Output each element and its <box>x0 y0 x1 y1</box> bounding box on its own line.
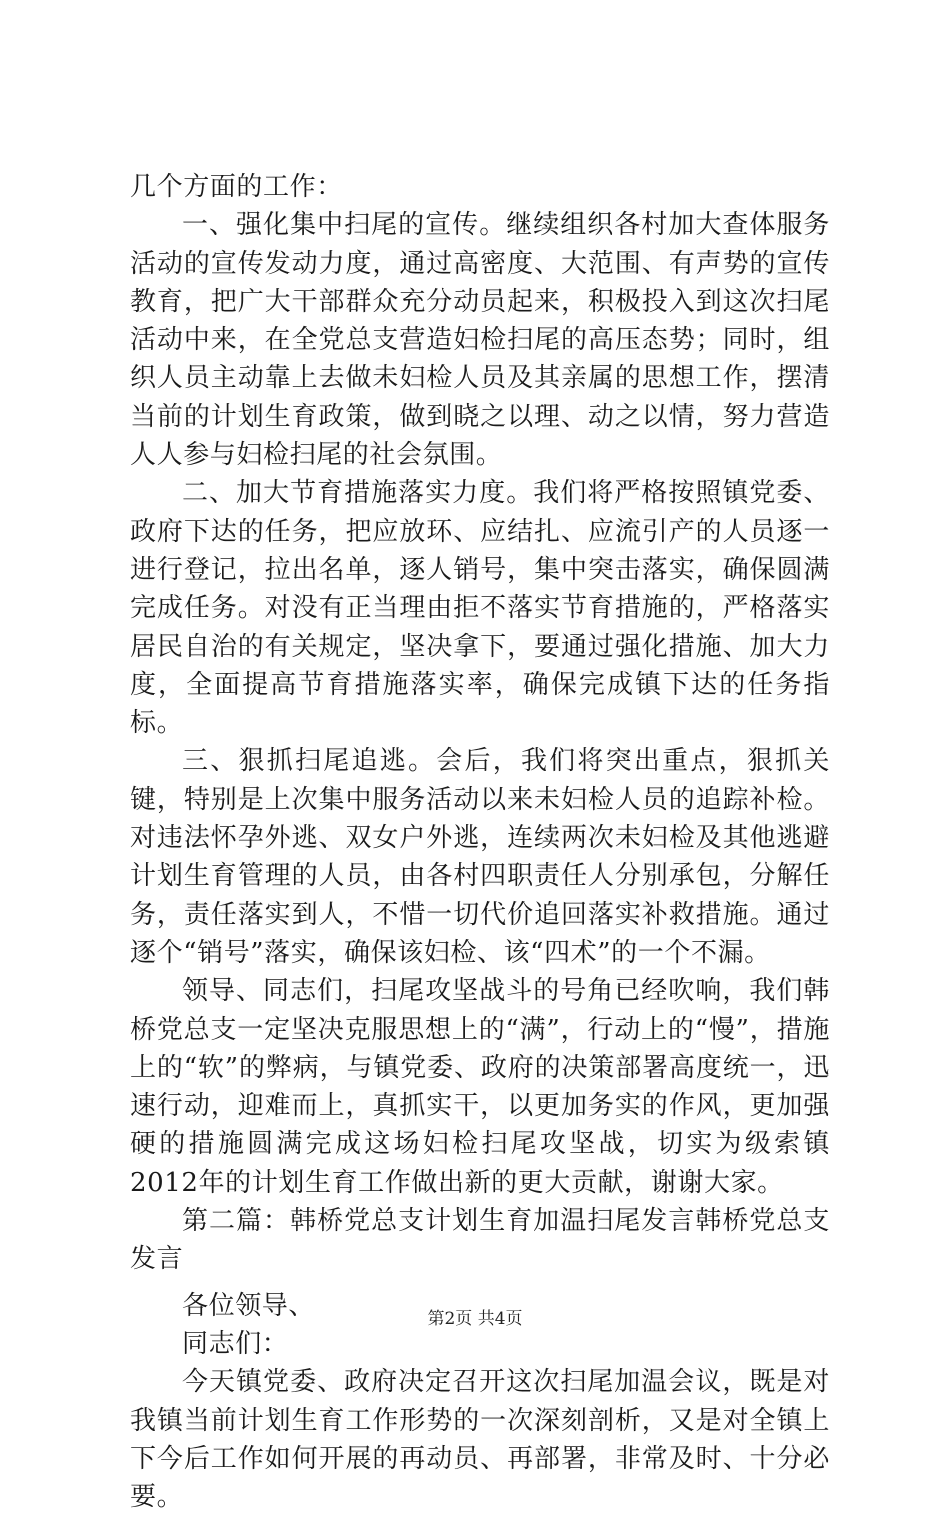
paragraph-section-two: 二、加大节育措施落实力度。我们将严格按照镇党委、政府下达的任务，把应放环、应结扎、应流引产的人员逐一进行登记，拉出名单，逐人销号，集中突击落实，确保圆满完成任务。对没有正当理由拒不落实节育措施的，严格落实居民自治的有关规定，坚决拿下，要通过强化措施、加大力度，全面提高节育措施落实率，确保完成镇下达的任务指标。 <box>130 478 830 739</box>
paragraph-intro-line: 几个方面的工作： <box>130 172 343 202</box>
page-number-footer: 第2页 共4页 <box>427 1309 523 1329</box>
paragraph-section-one: 一、强化集中扫尾的宣传。继续组织各村加大查体服务活动的宣传发动力度，通过高密度、大范围、有声势的宣传教育，把广大干部群众充分动员起来，积极投入到这次扫尾活动中来，在全党总支营造妇检扫尾的高压态势；同时，组织人员主动靠上去做未妇检人员及其亲属的思想工作，摆清当前的计划生育政策，做到晓之以理、动之以情，努力营造人人参与妇检扫尾的社会氛围。 <box>130 210 830 471</box>
second-article-heading: 第二篇：韩桥党总支计划生育加温扫尾发言韩桥党总支发言 <box>130 1206 830 1275</box>
paragraph-closing-remarks: 领导、同志们，扫尾攻坚战斗的号角已经吹响，我们韩桥党总支一定坚决克服思想上的“满”，行动上的“慢”，措施上的“软”的弊病，与镇党委、政府的决策部署高度统一，迅速行动，迎难而上，真抓实干，以更加务实的作风，更加强硬的措施圆满完成这场妇检扫尾攻坚战，切实为级索镇2012年的计划生育工作做出新的更大贡献，谢谢大家。 <box>130 976 830 1198</box>
paragraph-section-three: 三、狠抓扫尾追逃。会后，我们将突出重点，狠抓关键，特别是上次集中服务活动以来未妇检人员的追踪补检。对违法怀孕外逃、双女户外逃，连续两次未妇检及其他逃避计划生育管理的人员，由各村四职责任人分别承包，分解任务，责任落实到人，不惜一切代价追回落实补救措施。通过逐个“销号”落实，确保该妇检、该“四术”的一个不漏。 <box>130 746 830 968</box>
paragraph-opening-speech: 今天镇党委、政府决定召开这次扫尾加温会议，既是对我镇当前计划生育工作形势的一次深刻剖析，又是对全镇上下今后工作如何开展的再动员、再部署，非常及时、十分必要。 <box>130 1367 830 1513</box>
salutation-leaders: 各位领导、 <box>182 1290 316 1321</box>
salutation-comrades: 同志们： <box>182 1328 289 1359</box>
